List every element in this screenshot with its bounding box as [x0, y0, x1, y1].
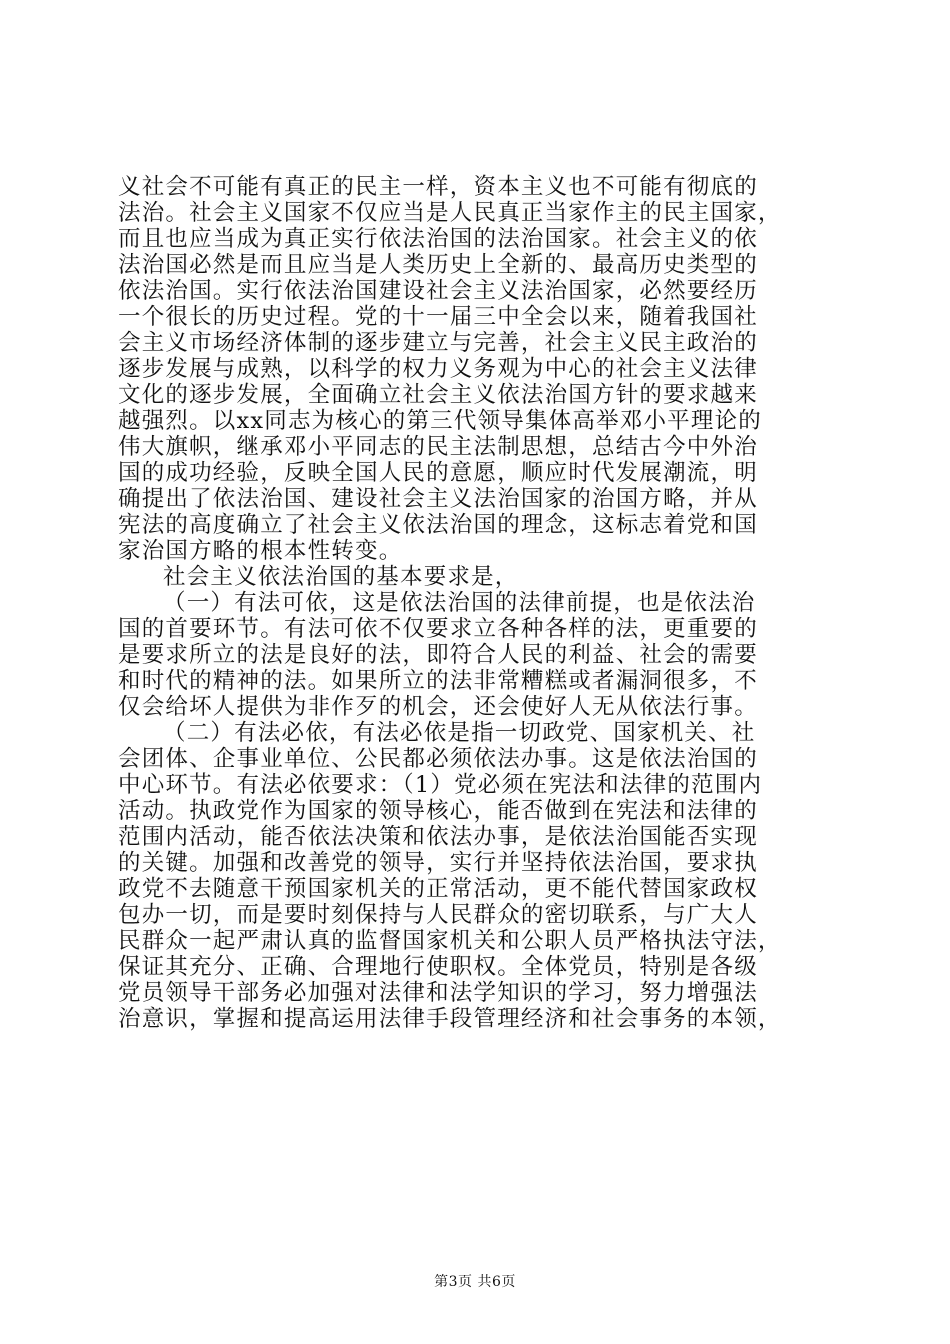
- text-line: 法治。社会主义国家不仅应当是人民真正当家作主的民主国家，: [118, 200, 782, 226]
- text-line: 越强烈。以xx同志为核心的第三代领导集体高举邓小平理论的: [118, 408, 762, 434]
- text-line: 义社会不可能有真正的民主一样，资本主义也不可能有彻底的: [118, 174, 758, 200]
- text-line: 宪法的高度确立了社会主义依法治国的理念，这标志着党和国: [118, 512, 758, 538]
- text-line: 确提出了依法治国、建设社会主义法治国家的治国方略，并从: [118, 486, 758, 512]
- text-line: 治意识，掌握和提高运用法律手段管理经济和社会事务的本领，: [118, 1006, 782, 1032]
- text-line: 国的首要环节。有法可依不仅要求立各种各样的法，更重要的: [118, 616, 758, 642]
- text-line: 是要求所立的法是良好的法，即符合人民的利益、社会的需要: [118, 642, 758, 668]
- text-line: 的关键。加强和改善党的领导，实行并坚持依法治国，要求执: [118, 850, 758, 876]
- text-line: 范围内活动，能否依法决策和依法办事，是依法治国能否实现: [118, 824, 758, 850]
- text-line: 和时代的精神的法。如果所立的法非常糟糕或者漏洞很多，不: [118, 668, 758, 694]
- text-line: 保证其充分、正确、合理地行使职权。全体党员，特别是各级: [118, 954, 758, 980]
- text-line: 活动。执政党作为国家的领导核心，能否做到在宪法和法律的: [118, 798, 758, 824]
- page-number-label: 第3页 共6页: [434, 1274, 516, 1290]
- text-line: 伟大旗帜，继承邓小平同志的民主法制思想，总结古今中外治: [118, 434, 758, 460]
- text-line: 政党不去随意干预国家机关的正常活动，更不能代替国家政权: [118, 876, 758, 902]
- text-line: 文化的逐步发展，全面确立社会主义依法治国方针的要求越来: [118, 382, 758, 408]
- text-line: 仅会给坏人提供为非作歹的机会，还会使好人无从依法行事。: [118, 694, 758, 720]
- text-line: 逐步发展与成熟，以科学的权力义务观为中心的社会主义法律: [118, 356, 758, 382]
- text-line: 包办一切，而是要时刻保持与人民群众的密切联系，与广大人: [118, 902, 758, 928]
- text-line: 中心环节。有法必依要求：（1）党必须在宪法和法律的范围内: [118, 772, 763, 798]
- page-footer: [0, 1273, 950, 1291]
- text-line: 会主义市场经济体制的逐步建立与完善，社会主义民主政治的: [118, 330, 758, 356]
- text-line: 国的成功经验，反映全国人民的意愿，顺应时代发展潮流，明: [118, 460, 758, 486]
- text-line: 会团体、企事业单位、公民都必须依法办事。这是依法治国的: [118, 746, 758, 772]
- paragraph-start-line: 社会主义依法治国的基本要求是，: [163, 564, 519, 590]
- text-line: 一个很长的历史过程。党的十一届三中全会以来，随着我国社: [118, 304, 758, 330]
- paragraph-start-line: （二）有法必依，有法必依是指一切政党、国家机关、社: [163, 720, 756, 746]
- text-line: 党员领导干部务必加强对法律和法学知识的学习，努力增强法: [118, 980, 758, 1006]
- body-text: [118, 174, 838, 1032]
- text-line: 民群众一起严肃认真的监督国家机关和公职人员严格执法守法，: [118, 928, 782, 954]
- text-line: 法治国必然是而且应当是人类历史上全新的、最高历史类型的: [118, 252, 758, 278]
- text-line: 依法治国。实行依法治国建设社会主义法治国家，必然要经历: [118, 278, 758, 304]
- text-line: 而且也应当成为真正实行依法治国的法治国家。社会主义的依: [118, 226, 758, 252]
- paragraph-start-line: （一）有法可依，这是依法治国的法律前提，也是依法治: [163, 590, 756, 616]
- text-line: 家治国方略的根本性转变。: [118, 538, 403, 564]
